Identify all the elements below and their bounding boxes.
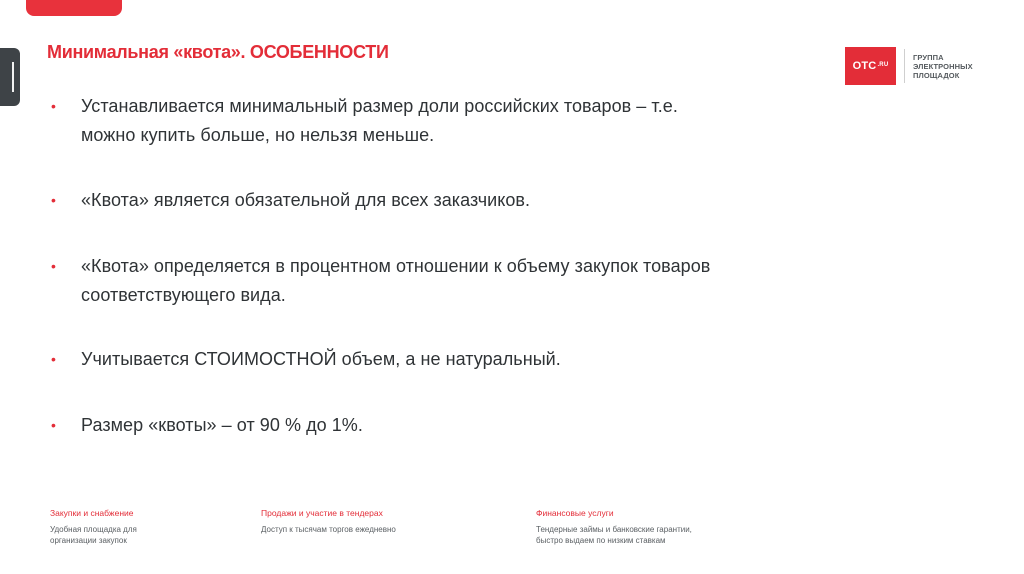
footer-description [50, 524, 270, 546]
logo-badge [845, 47, 896, 85]
footer-line: Тендерные займы и банковские гарантии, [536, 525, 692, 534]
company-logo [845, 47, 973, 85]
footer-heading[interactable]: Закупки и снабжение [50, 508, 134, 518]
bullet-item [50, 411, 850, 440]
footer-line: Доступ к тысячам торгов ежедневно [261, 525, 396, 534]
bullet-item [50, 92, 850, 150]
slide-title: Минимальная «квота». ОСОБЕННОСТИ [47, 42, 389, 62]
bullet-line: Учитывается СТОИМОСТНОЙ объем, а не натуральный. [81, 349, 561, 369]
side-tab-handle[interactable] [0, 48, 20, 106]
bullet-line: «Квота» определяется в процентном отношении к объему закупок товаров [81, 256, 711, 276]
logo-caption [913, 53, 973, 80]
bullet-line: соответствующего вида. [81, 285, 286, 305]
logo-caption-line: ГРУППА [913, 52, 944, 62]
logo-divider [904, 49, 905, 83]
footer-heading[interactable]: Финансовые услуги [536, 508, 614, 518]
footer-line: быстро выдаем по низким ставкам [536, 536, 666, 545]
top-tab-decoration [26, 0, 122, 16]
footer-line: Удобная площадка для [50, 525, 137, 534]
bullet-item [50, 345, 850, 374]
bullet-marker: • [51, 258, 56, 274]
bullet-marker: • [51, 192, 56, 208]
bullet-item [50, 186, 850, 215]
footer-heading[interactable]: Продажи и участие в тендерах [261, 508, 383, 518]
bullet-line: Размер «квоты» – от 90 % до 1%. [81, 415, 363, 435]
footer-sales[interactable] [261, 508, 481, 535]
bullet-marker: • [51, 417, 56, 433]
bullet-text [81, 186, 530, 215]
footer-finance[interactable] [536, 508, 756, 546]
logo-caption-line: ЭЛЕКТРОННЫХ [913, 61, 973, 71]
bullet-text [81, 92, 678, 150]
bullet-marker: • [51, 98, 56, 114]
logo-suffix: .RU [877, 62, 889, 68]
bullet-text [81, 252, 710, 310]
bullet-text [81, 345, 561, 374]
footer-procurement[interactable] [50, 508, 270, 546]
bullet-marker: • [51, 351, 56, 367]
footer-description [261, 524, 481, 535]
footer-line: организации закупок [50, 536, 127, 545]
bullet-line: Устанавливается минимальный размер доли российских товаров – т.е. [81, 96, 678, 116]
footer-description [536, 524, 756, 546]
logo-main-text: ОТС [852, 60, 877, 72]
bullet-item [50, 252, 850, 310]
bullet-line: можно купить больше, но нельзя меньше. [81, 125, 435, 145]
logo-caption-line: ПЛОЩАДОК [913, 70, 960, 80]
bullet-text [81, 411, 363, 440]
bullet-line: «Квота» является обязательной для всех заказчиков. [81, 190, 531, 210]
